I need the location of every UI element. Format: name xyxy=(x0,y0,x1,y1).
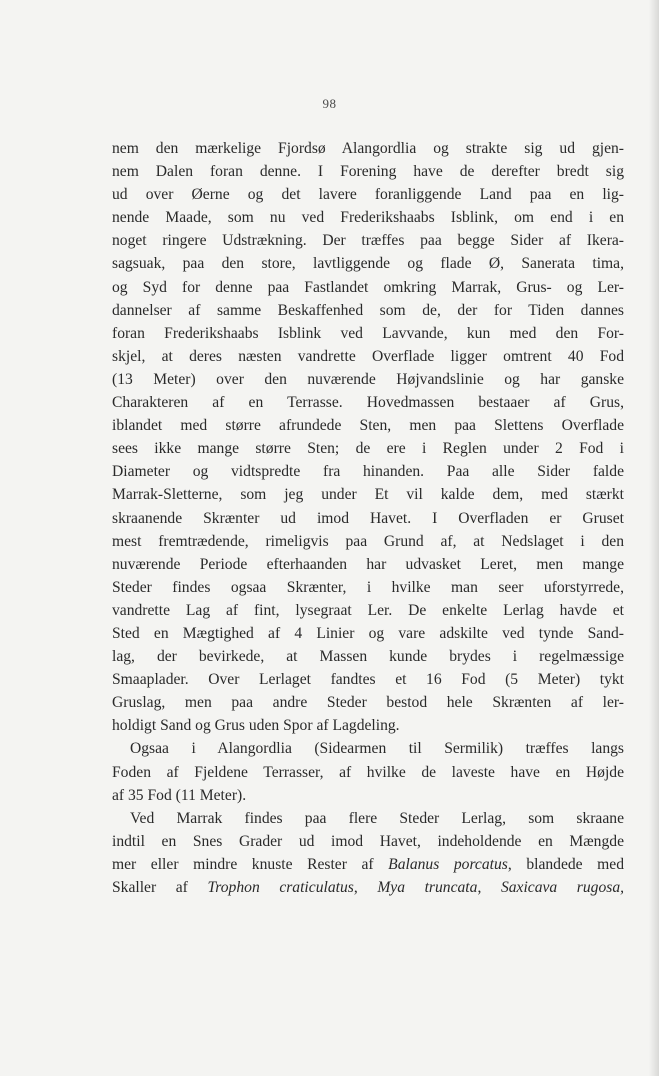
text-line: ud over Øerne og det lavere foranliggende Land paa en lig- xyxy=(112,186,624,204)
text-line: Steder findes ogsaa Skrænter, i hvilke man seer uforstyrrede, xyxy=(112,578,624,596)
text-line: skraanende Skrænter ud imod Havet. I Overfladen er Gruset xyxy=(112,509,624,527)
text-line: iblandet med større afrundede Sten, men paa Slettens Overflade xyxy=(112,417,624,435)
text-line-mixed xyxy=(112,853,624,876)
text-line: Gruslag, men paa andre Steder bestod hele Skrænten af ler- xyxy=(112,694,624,712)
text-line: Sted en Mægtighed af 4 Linier og vare adskilte ved tynde Sand- xyxy=(112,624,624,642)
text-line: indtil en Snes Grader ud imod Havet, indeholdende en Mængde xyxy=(112,832,624,850)
text-line: nuværende Periode efterhaanden har udvasket Leret, men mange xyxy=(112,555,624,573)
text-fragment: Skaller af xyxy=(112,879,208,896)
species-name: Mya truncata xyxy=(377,879,478,896)
text-line: Foden af Fjeldene Terrasser, af hvilke de laveste have en Højde xyxy=(112,763,624,781)
page-number: 98 xyxy=(322,96,337,111)
text-line: noget ringere Udstrækning. Der træffes paa begge Sider af Ikera- xyxy=(112,232,624,250)
page-edge-shadow xyxy=(649,0,659,1076)
text-fragment: , xyxy=(353,879,378,896)
text-line: mest fremtrædende, rimeligvis paa Grund af, at Nedslaget i den xyxy=(112,532,624,550)
text-line: Smaaplader. Over Lerlaget fandtes et 16 Fod (5 Meter) tykt xyxy=(112,671,624,689)
text-line: Ved Marrak findes paa flere Steder Lerlag, som skraane xyxy=(130,809,624,827)
species-name: Saxicava rugosa, xyxy=(500,879,625,896)
species-name: Balanus porcatus xyxy=(388,855,508,873)
text-line: Ogsaa i Alangordlia (Sidearmen til Sermilik) træffes langs xyxy=(130,740,624,758)
text-line: sagsuak, paa den store, lavtliggende og flade Ø, Sanerata tima, xyxy=(112,255,624,273)
text-line: vandrette Lag af fint, lysegraat Ler. De enkelte Lerlag havde et xyxy=(112,601,624,619)
text-line: nem den mærkelige Fjordsø Alangordlia og strakte sig ud gjen- xyxy=(112,140,624,157)
text-line: og Syd for denne paa Fastlandet omkring Marrak, Grus- og Ler- xyxy=(112,278,624,296)
text-line: nende Maade, som nu ved Frederikshaabs Isblink, om end i en xyxy=(112,209,624,227)
text-line: foran Frederikshaabs Isblink ved Lavvande, kun med den For- xyxy=(112,324,624,342)
text-line: af 35 Fod (11 Meter). xyxy=(112,786,247,804)
species-name: Trophon craticulatus xyxy=(207,879,354,896)
text-line: holdigt Sand og Grus uden Spor af Lagdeling. xyxy=(112,717,400,735)
text-line: lag, der bevirkede, at Massen kunde brydes i regelmæssige xyxy=(112,648,624,666)
text-line: Marrak-Sletterne, som jeg under Et vil kalde dem, med stærkt xyxy=(112,486,624,504)
text-line: sees ikke mange større Sten; de ere i Reglen under 2 Fod i xyxy=(112,440,624,458)
text-line: nem Dalen foran denne. I Forening have de derefter bredt sig xyxy=(112,163,624,181)
text-line: Charakteren af en Terrasse. Hovedmassen bestaaer af Grus, xyxy=(112,394,624,412)
text-line: (13 Meter) over den nuværende Højvandslinie og har ganske xyxy=(112,370,624,388)
text-fragment: , blandede med xyxy=(507,855,625,873)
text-line: skjel, at deres næsten vandrette Overflade ligger omtrent 40 Fod xyxy=(112,347,624,365)
text-line: dannelser af samme Beskaffenhed som de, der for Tiden dannes xyxy=(112,301,624,319)
text-fragment: , xyxy=(477,879,501,896)
text-line: Diameter og vidtspredte fra hinanden. Paa alle Sider falde xyxy=(112,463,624,481)
text-line-mixed xyxy=(112,876,624,899)
text-fragment: mer eller mindre knuste Rester af xyxy=(112,855,389,873)
body-text xyxy=(112,137,624,899)
